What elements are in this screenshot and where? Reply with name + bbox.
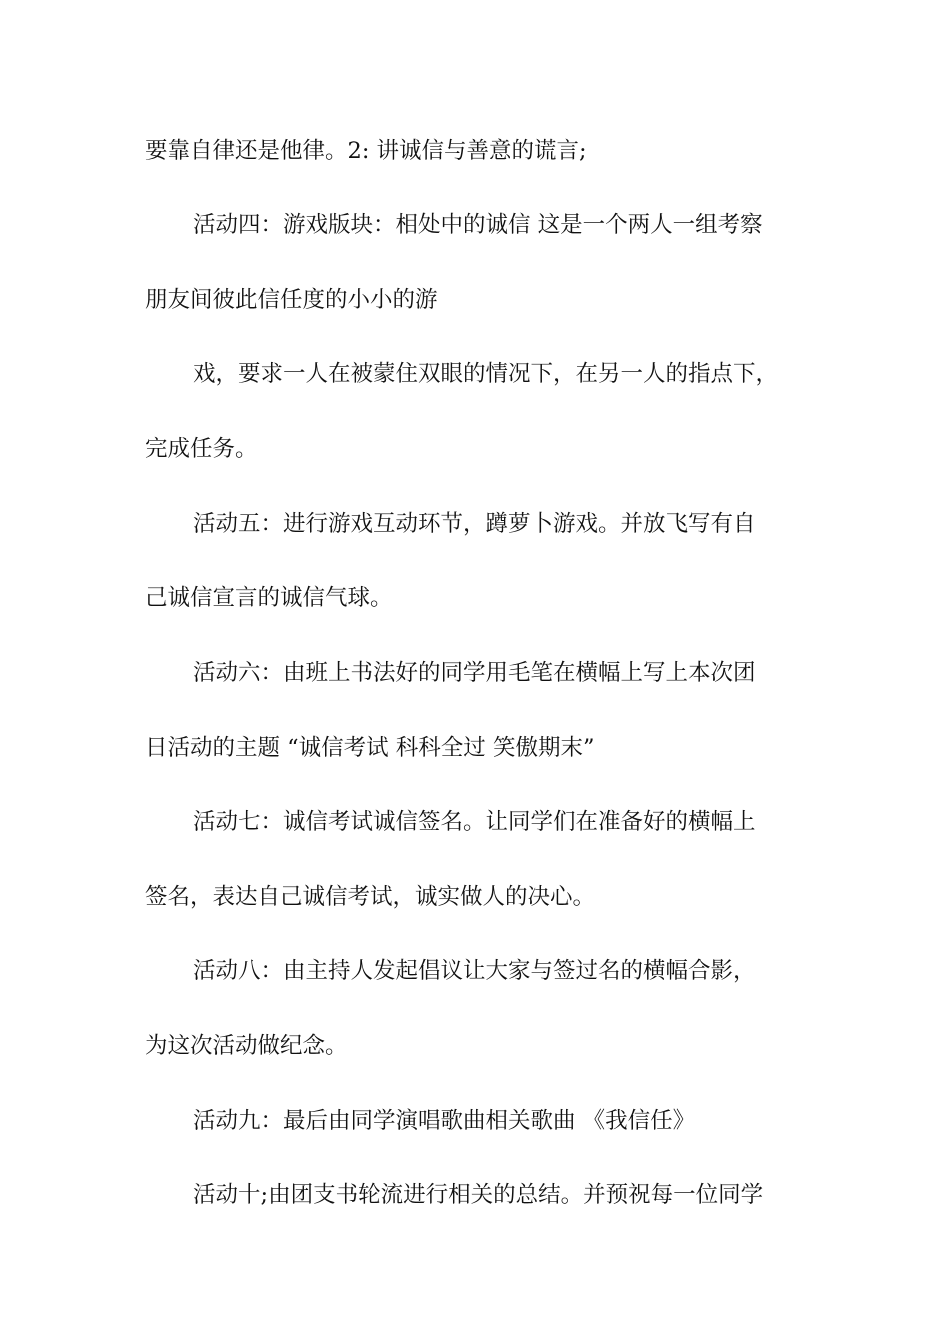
text-line-3: 朋友间彼此信任度的小小的游	[145, 287, 438, 313]
text-line-12: 活动八：由主持人发起倡议让大家与签过名的横幅合影，	[193, 958, 756, 984]
text-line-10: 活动七：诚信考试诚信签名。让同学们在准备好的横幅上	[193, 809, 756, 835]
text-line-13: 为这次活动做纪念。	[145, 1033, 348, 1059]
text-line-15: 活动十;由团支书轮流进行相关的总结。并预祝每一位同学	[193, 1182, 764, 1208]
text-line-1: 要靠自律还是他律。2: 讲诚信与善意的谎言;	[145, 138, 587, 164]
text-line-4: 戏，要求一人在被蒙住双眼的情况下，在另一人的指点下，	[193, 361, 779, 387]
text-line-6: 活动五：进行游戏互动环节，蹲萝卜游戏。并放飞写有自	[193, 511, 756, 537]
text-line-2: 活动四：游戏版块：相处中的诚信 这是一个两人一组考察	[193, 212, 763, 238]
text-line-5: 完成任务。	[145, 436, 258, 462]
text-line-11: 签名，表达自己诚信考试，诚实做人的决心。	[145, 884, 596, 910]
text-line-7: 己诚信宣言的诚信气球。	[145, 585, 393, 611]
text-line-8: 活动六：由班上书法好的同学用毛笔在横幅上写上本次团	[193, 660, 756, 686]
text-line-14: 活动九：最后由同学演唱歌曲相关歌曲 《我信任》	[193, 1108, 696, 1134]
text-line-9: 日活动的主题 “诚信考试 科科全过 笑傲期末”	[145, 735, 595, 761]
